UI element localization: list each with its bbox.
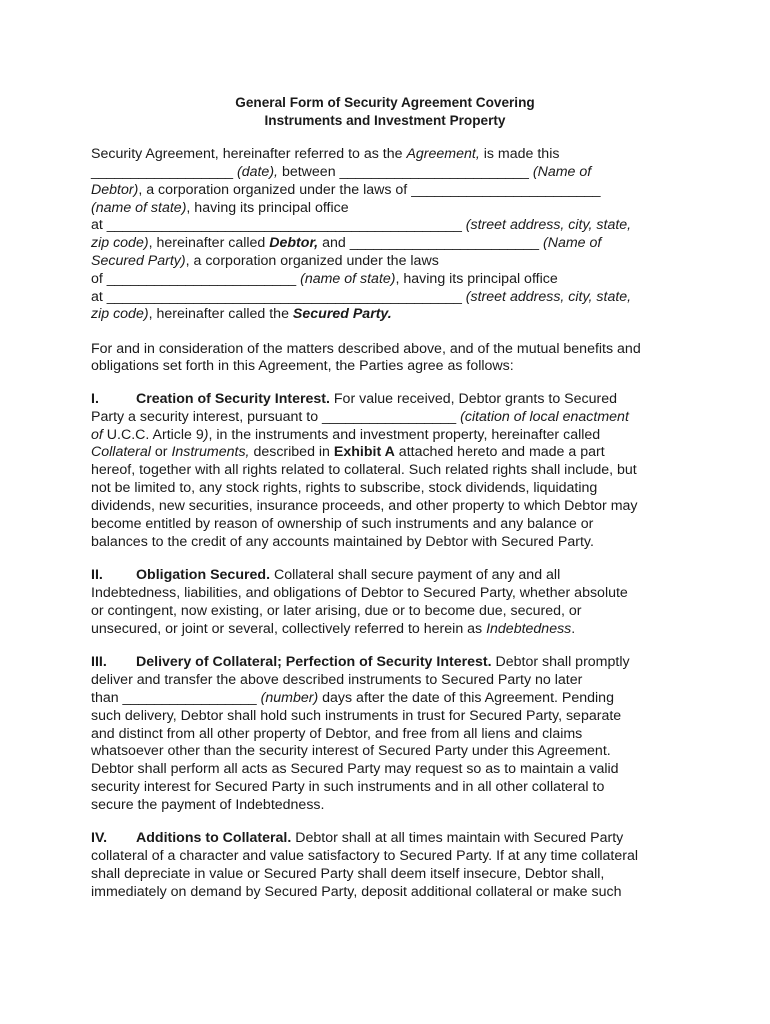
section-heading: Additions to Collateral. xyxy=(136,830,292,846)
text-line: hereof, together with all rights related to collateral. Such related rights shall include, but xyxy=(91,462,637,478)
text-line: not be limited to, any stock rights, rights to subscribe, stock dividends, liquidating xyxy=(91,480,598,496)
text-line: of U.C.C. Article 9), in the instruments and investment property, hereinafter called xyxy=(91,427,601,443)
text-line: or contingent, now existing, or later arising, due or to become due, secured, or xyxy=(91,603,582,619)
text-line: III. Delivery of Collateral; Perfection of Security Interest. Debtor shall promptly xyxy=(91,654,630,670)
text-line: zip code), hereinafter called the Secured Party. xyxy=(91,306,392,322)
text-line: Collateral or Instruments, described in Exhibit A attached hereto and made a part xyxy=(91,444,605,460)
text-line: immediately on demand by Secured Party, deposit additional collateral or make such xyxy=(91,884,622,900)
document-title-line-1: General Form of Security Agreement Covering xyxy=(235,95,535,110)
text-line: Security Agreement, hereinafter referred to as the Agreement, is made this xyxy=(91,146,560,162)
text-line: collateral of a character and value satisfactory to Secured Party. If at any time collateral xyxy=(91,848,639,864)
text-line: than _________________ (number) days after the date of this Agreement. Pending xyxy=(91,690,614,706)
text-line: unsecured, or joint or several, collectively referred to herein as Indebtedness. xyxy=(91,621,576,637)
document-title-line-2: Instruments and Investment Property xyxy=(264,113,506,128)
text-line: Indebtedness, liabilities, and obligations of Debtor to Secured Party, whether absolute xyxy=(91,585,628,601)
text-line: whatsoever other than the security interest of Secured Party under this Agreement. xyxy=(91,743,611,759)
section-number: II. xyxy=(91,567,103,583)
state-blank: ________________________ xyxy=(411,182,601,198)
text-line: deliver and transfer the above described instruments to Secured Party no later xyxy=(91,672,583,688)
text-line: become entitled by reason of ownership of such instruments and any balance or xyxy=(91,516,594,532)
text-line: security interest for Secured Party in such instruments and in all other collateral to xyxy=(91,779,605,795)
text-line: of ________________________ (name of state), having its principal office xyxy=(91,271,558,287)
text-line: (name of state), having its principal office xyxy=(91,200,349,216)
section-heading: Delivery of Collateral; Perfection of Security Interest. xyxy=(136,654,492,670)
debtor-name-blank: ________________________ xyxy=(339,164,533,180)
text-line: balances to the credit of any accounts maintained by Debtor with Secured Party. xyxy=(91,534,594,550)
text-line: Debtor shall perform all acts as Secured Party may request so as to maintain a valid xyxy=(91,761,619,777)
text-line: Secured Party), a corporation organized under the laws xyxy=(91,253,439,269)
text-line: Party a security interest, pursuant to _________________ (citation of local enactment xyxy=(91,409,629,425)
text-line: __________________ (date), between ________________________ (Name of xyxy=(91,164,592,180)
address-blank: at _____________________________________________ xyxy=(91,217,466,233)
secured-party-name-blank: ________________________ xyxy=(349,235,543,251)
text-line: IV. Additions to Collateral. Debtor shall at all times maintain with Secured Party xyxy=(91,830,624,846)
text-line: zip code), hereinafter called Debtor, and ________________________ (Name of xyxy=(91,235,602,251)
text-line: at _____________________________________________ (street address, city, state, xyxy=(91,217,632,233)
text-line: Debtor), a corporation organized under the laws of ________________________ xyxy=(91,182,601,198)
section-number: I. xyxy=(91,391,99,407)
text-line: at _____________________________________________ (street address, city, state, xyxy=(91,289,632,305)
text-line: I. Creation of Security Interest. For value received, Debtor grants to Secured xyxy=(91,391,618,407)
address-blank: at _____________________________________________ xyxy=(91,289,466,305)
text-line: and distinct from all other property of Debtor, and free from all liens and claims xyxy=(91,726,583,742)
state-blank: of ________________________ xyxy=(91,271,301,287)
text-line: For and in consideration of the matters described above, and of the mutual benefits and xyxy=(91,341,641,357)
section-heading: Creation of Security Interest. xyxy=(136,391,330,407)
text-line: such delivery, Debtor shall hold such instruments in trust for Secured Party, separate xyxy=(91,708,622,724)
text-line: shall depreciate in value or Secured Party shall deem itself insecure, Debtor shall, xyxy=(91,866,605,882)
section-number: IV. xyxy=(91,830,108,846)
section-heading: Obligation Secured. xyxy=(136,567,271,583)
text-line: obligations set forth in this Agreement, the Parties agree as follows: xyxy=(91,358,514,374)
date-blank: __________________ xyxy=(91,164,237,180)
section-number: III. xyxy=(91,654,107,670)
text-line: dividends, new securities, insurance proceeds, and other property to which Debtor may xyxy=(91,498,638,514)
text-line: II. Obligation Secured. Collateral shall secure payment of any and all xyxy=(91,567,561,583)
text-line: secure the payment of Indebtedness. xyxy=(91,797,325,813)
